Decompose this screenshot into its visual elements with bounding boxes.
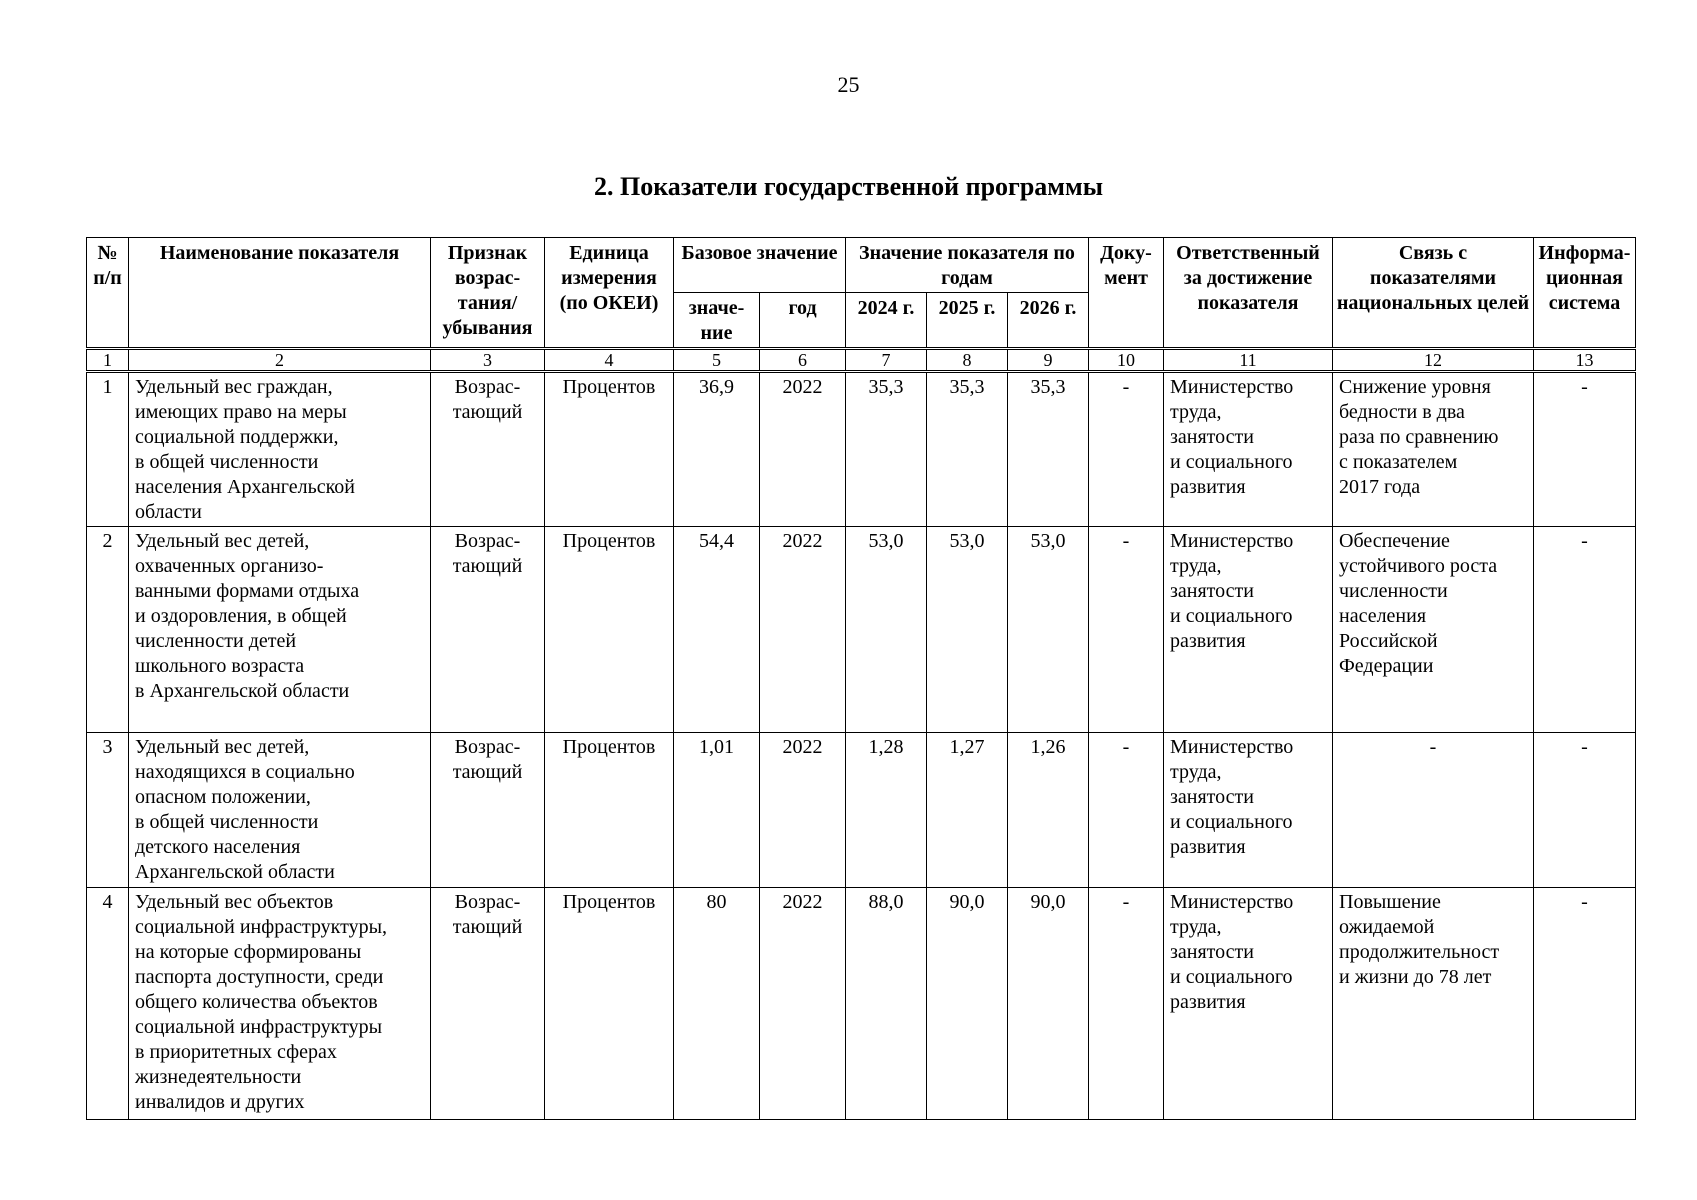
- column-number: 4: [545, 349, 674, 372]
- header-num: № п/п: [87, 238, 129, 349]
- cell-base-value: 36,9: [674, 372, 760, 527]
- cell-national-goals: Повышение ожидаемой продолжительност и жизни до 78 лет: [1333, 888, 1534, 1120]
- column-number-row: [87, 349, 1636, 372]
- cell-base-value: 1,01: [674, 733, 760, 888]
- cell-base-year: 2022: [760, 372, 846, 527]
- header-2026: 2026 г.: [1008, 293, 1089, 349]
- column-number: 11: [1164, 349, 1333, 372]
- cell-base-year: 2022: [760, 888, 846, 1120]
- cell-2025: 53,0: [927, 527, 1008, 733]
- cell-trend: Возрас- тающий: [431, 527, 545, 733]
- page-number: 25: [837, 72, 860, 97]
- cell-national-goals: Снижение уровня бедности в два раза по сравнению с показателем 2017 года: [1333, 372, 1534, 527]
- column-number: 10: [1089, 349, 1164, 372]
- cell-responsible: Министерство труда, занятости и социального развития: [1164, 527, 1333, 733]
- header-2025: 2025 г.: [927, 293, 1008, 349]
- header-trend: Признак возрас- тания/ убывания: [431, 238, 545, 349]
- column-number: 7: [846, 349, 927, 372]
- cell-2026: 90,0: [1008, 888, 1089, 1120]
- cell-num: 3: [87, 733, 129, 888]
- cell-num: 2: [87, 527, 129, 733]
- column-number: 3: [431, 349, 545, 372]
- header-by-years: Значение показателя по годам: [846, 238, 1089, 293]
- cell-document: -: [1089, 733, 1164, 888]
- cell-indicator-name: Удельный вес детей, находящихся в социально опасном положении, в общей численности детского населения Архангельской области: [129, 733, 431, 888]
- cell-info-system: -: [1534, 372, 1636, 527]
- column-number: 5: [674, 349, 760, 372]
- column-number: 8: [927, 349, 1008, 372]
- header-info-system: Информа- ционная система: [1534, 238, 1636, 349]
- table-row: [87, 372, 1636, 527]
- cell-base-value: 54,4: [674, 527, 760, 733]
- header-national-goals: Связь с показателями национальных целей: [1333, 238, 1534, 349]
- cell-2024: 35,3: [846, 372, 927, 527]
- cell-responsible: Министерство труда, занятости и социального развития: [1164, 372, 1333, 527]
- table-row: [87, 527, 1636, 733]
- cell-indicator-name: Удельный вес граждан, имеющих право на меры социальной поддержки, в общей численности населения Архангельской области: [129, 372, 431, 527]
- cell-trend: Возрас- тающий: [431, 372, 545, 527]
- header-responsible: Ответственный за достижение показателя: [1164, 238, 1333, 349]
- cell-document: -: [1089, 527, 1164, 733]
- cell-info-system: -: [1534, 733, 1636, 888]
- header-document: Доку- мент: [1089, 238, 1164, 349]
- cell-unit: Процентов: [545, 888, 674, 1120]
- cell-unit: Процентов: [545, 372, 674, 527]
- column-number: 13: [1534, 349, 1636, 372]
- table-row: [87, 733, 1636, 888]
- cell-2025: 35,3: [927, 372, 1008, 527]
- header-unit: Единица измерения (по ОКЕИ): [545, 238, 674, 349]
- cell-indicator-name: Удельный вес объектов социальной инфраструктуры, на которые сформированы паспорта доступности, среди общего количества объектов социальной инфраструктуры в приоритетных сферах жизнедеятельности инвалидов и других: [129, 888, 431, 1120]
- column-number: 1: [87, 349, 129, 372]
- header-base-value: значе- ние: [674, 293, 760, 349]
- header-name: Наименование показателя: [129, 238, 431, 349]
- cell-national-goals: Обеспечение устойчивого роста численности населения Российской Федерации: [1333, 527, 1534, 733]
- cell-responsible: Министерство труда, занятости и социального развития: [1164, 733, 1333, 888]
- column-number: 12: [1333, 349, 1534, 372]
- header-2024: 2024 г.: [846, 293, 927, 349]
- cell-trend: Возрас- тающий: [431, 888, 545, 1120]
- cell-base-year: 2022: [760, 733, 846, 888]
- section-title: 2. Показатели государственной программы: [593, 172, 1104, 201]
- cell-num: 1: [87, 372, 129, 527]
- cell-document: -: [1089, 888, 1164, 1120]
- header-base: Базовое значение: [674, 238, 846, 293]
- cell-2025: 90,0: [927, 888, 1008, 1120]
- cell-2026: 1,26: [1008, 733, 1089, 888]
- cell-base-value: 80: [674, 888, 760, 1120]
- table-header: [87, 238, 1636, 349]
- cell-document: -: [1089, 372, 1164, 527]
- cell-info-system: -: [1534, 888, 1636, 1120]
- indicators-table: [86, 237, 1636, 1120]
- cell-indicator-name: Удельный вес детей, охваченных организо- ванными формами отдыха и оздоровления, в общей численности детей школьного возраста в Архангельской области: [129, 527, 431, 733]
- cell-2026: 35,3: [1008, 372, 1089, 527]
- column-number: 2: [129, 349, 431, 372]
- cell-unit: Процентов: [545, 527, 674, 733]
- header-base-year: год: [760, 293, 846, 349]
- cell-2026: 53,0: [1008, 527, 1089, 733]
- cell-2024: 1,28: [846, 733, 927, 888]
- column-number: 6: [760, 349, 846, 372]
- cell-unit: Процентов: [545, 733, 674, 888]
- cell-trend: Возрас- тающий: [431, 733, 545, 888]
- cell-info-system: -: [1534, 527, 1636, 733]
- cell-num: 4: [87, 888, 129, 1120]
- table-row: [87, 888, 1636, 1120]
- cell-2024: 88,0: [846, 888, 927, 1120]
- cell-national-goals: -: [1333, 733, 1534, 888]
- column-number: 9: [1008, 349, 1089, 372]
- cell-2025: 1,27: [927, 733, 1008, 888]
- cell-2024: 53,0: [846, 527, 927, 733]
- cell-responsible: Министерство труда, занятости и социального развития: [1164, 888, 1333, 1120]
- cell-base-year: 2022: [760, 527, 846, 733]
